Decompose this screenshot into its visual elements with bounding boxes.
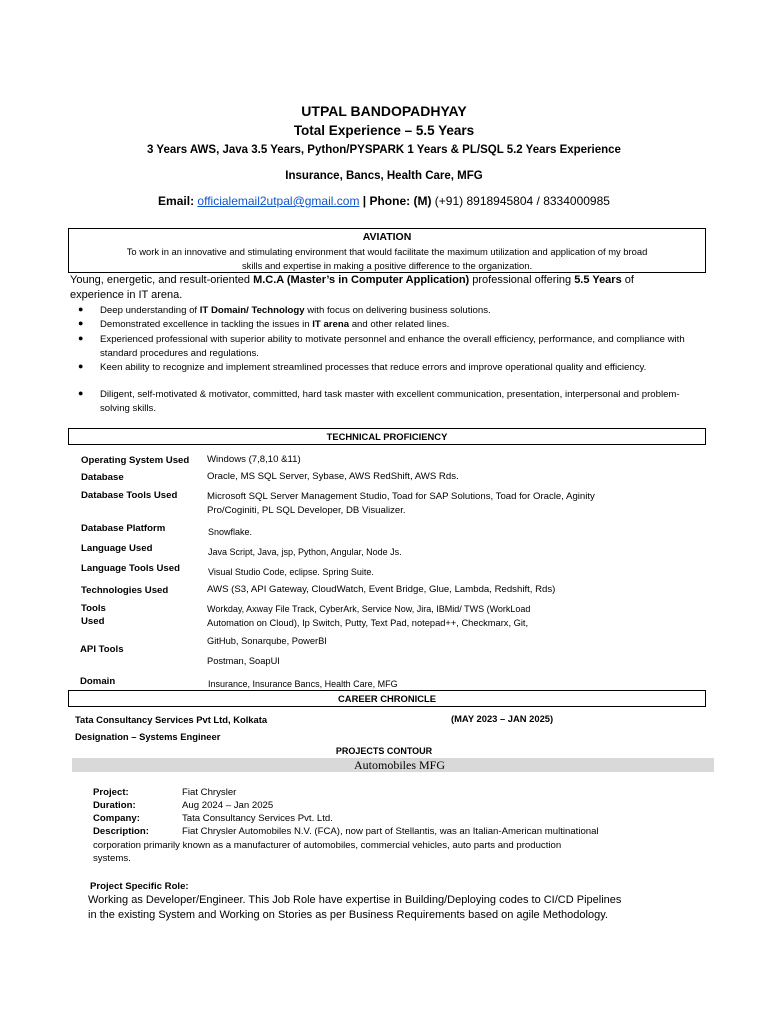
- summary-bullet: Diligent, self-motivated & motivator, committed, hard task master with excellent communication, presentation, interpersonal and problem-solving skills.: [100, 389, 680, 414]
- tech-label: Technologies Used: [81, 585, 169, 596]
- bullet-text: with focus on delivering business solutions.: [304, 305, 491, 316]
- tech-value: AWS (S3, API Gateway, CloudWatch, Event Bridge, Glue, Lambda, Redshift, Rds): [207, 584, 556, 595]
- bullet-icon: ●: [78, 304, 84, 314]
- tech-label: Database: [81, 472, 124, 483]
- projects-band: [72, 758, 714, 772]
- tech-value: Microsoft SQL Server Management Studio, Toad for SAP Solutions, Toad for Oracle, Aginity Pro/Coginiti, PL SQL Developer, DB Visualizer.: [207, 491, 595, 516]
- description-label: Description:: [93, 826, 149, 837]
- bullet-icon: ●: [78, 361, 84, 371]
- bullet-text: Deep understanding of: [100, 305, 200, 316]
- tech-label: Language Used: [81, 543, 153, 554]
- role-label: Project Specific Role:: [90, 881, 189, 892]
- tech-value: Windows (7,8,10 &11): [207, 454, 301, 465]
- career-heading: CAREER CHRONICLE: [68, 690, 706, 707]
- project-label: Project:: [93, 787, 129, 798]
- summary-bullet: [100, 304, 700, 318]
- email-label: Email:: [158, 194, 195, 208]
- tech-label: Domain: [80, 676, 116, 687]
- company-name: Tata Consultancy Services Pvt Ltd, Kolkata: [75, 714, 268, 725]
- bullet-text: Demonstrated excellence in tackling the issues in: [100, 319, 313, 330]
- description-line-2: corporation primarily known as a manufacturer of automobiles, commercial vehicles, auto parts and production: [93, 840, 562, 851]
- tech-label: Database Platform: [81, 523, 166, 534]
- tech-value: Insurance, Insurance Bancs, Health Care, MFG: [208, 679, 398, 689]
- domains-line: Insurance, Bancs, Health Care, MFG: [285, 170, 483, 182]
- objective-line-1: To work in an innovative and stimulating environment that would facilitate the maximum utilization and application of my broad: [126, 246, 648, 257]
- bullet-icon: ●: [78, 388, 84, 398]
- tech-value: Oracle, MS SQL Server, Sybase, AWS RedShift, AWS Rds.: [207, 471, 459, 482]
- total-experience: Total Experience – 5.5 Years: [293, 123, 475, 138]
- phone-number: (+91) 8918945804 / 8334000985: [431, 194, 610, 208]
- tech-label: Used: [81, 616, 105, 627]
- summary-years: 5.5 Years: [574, 274, 622, 286]
- bullet-icon: ●: [78, 333, 84, 343]
- tech-label: Tools: [81, 603, 106, 614]
- tech-label: Language Tools Used: [81, 563, 180, 574]
- tech-label: Database Tools Used: [81, 490, 178, 501]
- tech-label: API Tools: [80, 644, 124, 655]
- company-value: Tata Consultancy Services Pvt. Ltd.: [182, 813, 333, 824]
- projects-heading: PROJECTS CONTOUR: [335, 746, 433, 756]
- experience-breakdown: 3 Years AWS, Java 3.5 Years, Python/PYSPARK 1 Years & PL/SQL 5.2 Years Experience: [147, 144, 621, 156]
- tech-value: Snowflake.: [208, 527, 253, 537]
- contact-line: [0, 194, 768, 208]
- summary-bullet: Keen ability to recognize and implement streamlined processes that reduce errors and improve operational quality and efficiency.: [100, 362, 647, 373]
- technical-heading: TECHNICAL PROFICIENCY: [68, 428, 706, 445]
- bullet-bold: IT arena: [312, 319, 350, 330]
- designation: Designation – Systems Engineer: [75, 731, 221, 742]
- bullet-icon: ●: [78, 318, 84, 328]
- company-label: Company:: [93, 813, 140, 824]
- description-line-1: Fiat Chrysler Automobiles N.V. (FCA), now part of Stellantis, was an Italian-American multinational: [182, 826, 599, 837]
- summary-bullet: Experienced professional with superior ability to motivate personnel and enhance the overall efficiency, performance, and compliance with standard procedures and regulations.: [100, 334, 685, 359]
- employment-period: (MAY 2023 – JAN 2025): [451, 713, 554, 724]
- tech-value: Workday, Axway File Track, CyberArk, Service Now, Jira, IBMid/ TWS (WorkLoad: [207, 604, 531, 614]
- duration-value: Aug 2024 – Jan 2025: [182, 800, 274, 811]
- tech-label: Operating System Used: [81, 455, 190, 466]
- role-line-1: Working as Developer/Engineer. This Job Role have expertise in Building/Deploying codes to CI/CD Pipelines: [88, 894, 622, 906]
- objective-line-2: skills and expertise in making a positive difference to the organization.: [241, 260, 533, 271]
- summary-intro-text: Young, energetic, and result-oriented: [70, 274, 254, 286]
- project-value: Fiat Chrysler: [182, 787, 237, 798]
- summary-intro-text: professional offering: [469, 274, 575, 286]
- summary-intro-text: of: [621, 274, 634, 286]
- tech-value: GitHub, Sonarqube, PowerBI: [207, 636, 327, 646]
- bullet-text: and other related lines.: [349, 319, 450, 330]
- tech-value: Visual Studio Code, eclipse. Spring Suite.: [208, 567, 374, 577]
- summary-intro-line-2: experience in IT arena.: [70, 289, 183, 301]
- summary-bullet: [100, 318, 700, 332]
- phone-label: | Phone: (M): [359, 194, 432, 208]
- projects-band-label: Automobiles MFG: [354, 758, 446, 772]
- email-link[interactable]: officialemail2utpal@gmail.com: [197, 194, 360, 208]
- description-line-3: systems.: [93, 853, 131, 864]
- tech-value: Automation on Cloud), Ip Switch, Putty, Text Pad, notepad++, Checkmarx, Git,: [207, 618, 529, 628]
- summary-degree: M.C.A (Master’s in Computer Application): [253, 274, 470, 286]
- objective-box: [68, 228, 706, 273]
- resume-name: UTPAL BANDOPADHYAY: [301, 103, 467, 119]
- tech-value: Postman, SoapUI: [207, 656, 280, 666]
- objective-title: AVIATION: [362, 231, 412, 243]
- tech-value: Java Script, Java, jsp, Python, Angular, Node Js.: [208, 547, 402, 557]
- summary-intro: [70, 274, 634, 286]
- duration-label: Duration:: [93, 800, 136, 811]
- bullet-bold: IT Domain/ Technology: [199, 305, 305, 316]
- role-line-2: in the existing System and Working on Stories as per Business Requirements based on agile Methodology.: [88, 909, 608, 921]
